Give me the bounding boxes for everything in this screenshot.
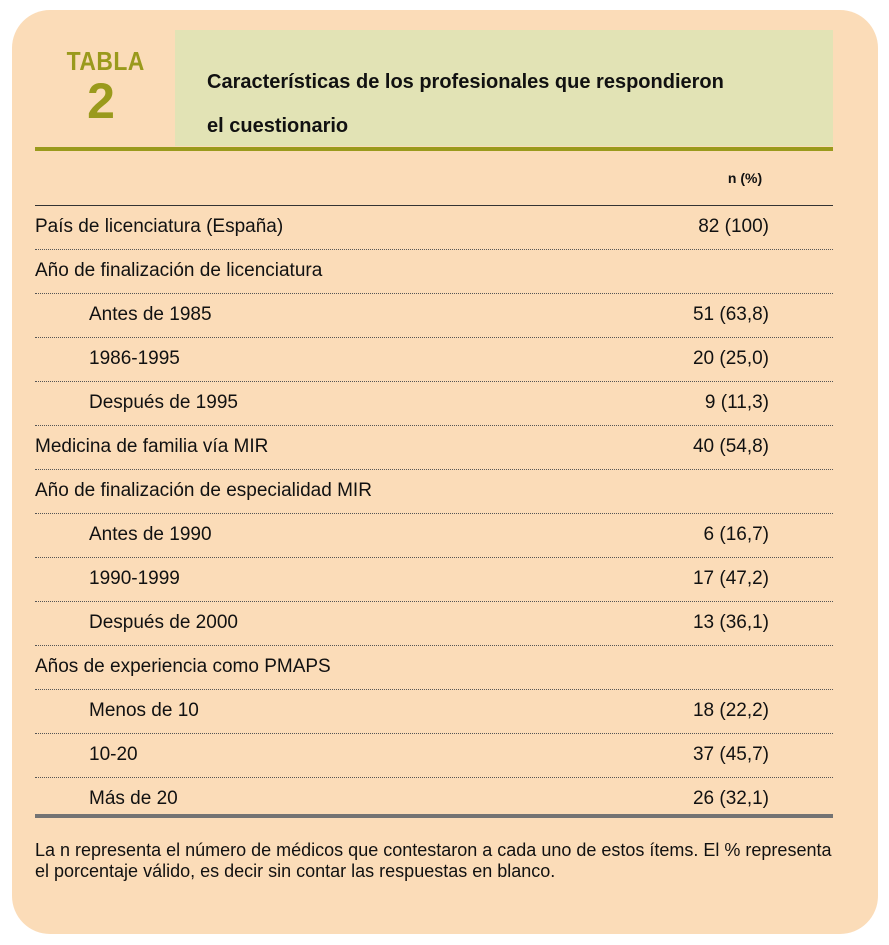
table-row [35,381,833,425]
table-row [35,557,833,601]
row-value: 82 (100) [698,216,769,237]
column-header-n-percent: n (%) [727,170,763,186]
row-label: 1990-1999 [89,568,180,589]
table-row [35,469,833,513]
table-number: 2 [87,73,115,129]
row-label: Antes de 1985 [89,304,212,325]
row-value: 26 (32,1) [692,788,769,809]
row-label: Año de finalización de especialidad MIR [35,480,372,501]
table-footnote: La n representa el número de médicos que contestaron a cada uno de estos ítems. El % representa el porcentaje válido, es decir sin contar las respuestas en blanco. [35,840,832,881]
row-label: Medicina de familia vía MIR [35,436,269,457]
row-value: 20 (25,0) [692,348,769,369]
row-value: 9 (11,3) [704,392,769,413]
table-row [35,293,833,337]
table-title-line-1: Características de los profesionales que respondieron [207,71,724,93]
table-row [35,689,833,733]
row-value: 13 (36,1) [692,612,769,633]
row-value: 51 (63,8) [692,304,769,325]
row-label: 1986-1995 [89,348,180,369]
bottom-rule [35,814,833,818]
table-row [35,206,833,249]
row-label: Menos de 10 [89,700,199,721]
top-rule [35,147,833,151]
row-label: Antes de 1990 [89,524,212,545]
table-row [35,337,833,381]
row-value: 17 (47,2) [692,568,769,589]
row-label: Años de experiencia como PMAPS [35,656,331,677]
table-row [35,249,833,293]
table-row [35,645,833,689]
row-label: Año de finalización de licenciatura [35,260,323,281]
row-label: Después de 1995 [89,392,238,413]
table-body [35,206,833,821]
table-row [35,601,833,645]
row-label: 10-20 [89,744,138,765]
row-value: 6 (16,7) [703,524,769,545]
table-row [35,425,833,469]
table-title [207,60,807,148]
table-row [35,733,833,777]
row-value: 37 (45,7) [692,744,769,765]
row-label: País de licenciatura (España) [35,216,284,237]
row-value: 40 (54,8) [692,436,769,457]
table-title-line-2: el cuestionario [207,115,349,137]
table-row [35,513,833,557]
row-label: Más de 20 [89,788,178,809]
row-label: Después de 2000 [89,612,238,633]
row-value: 18 (22,2) [692,700,769,721]
table-label: TABLA [66,46,145,76]
